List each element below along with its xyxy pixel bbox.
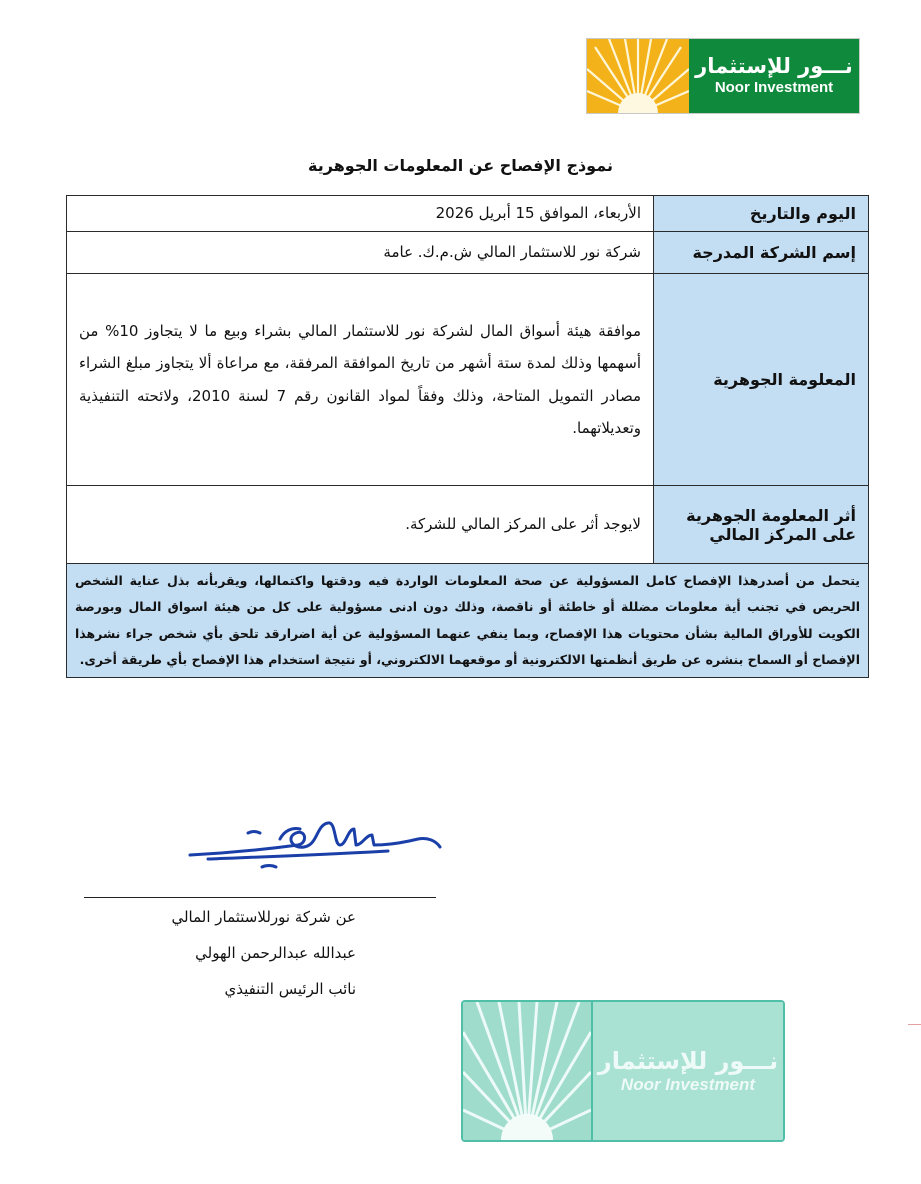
table-row: [67, 486, 869, 564]
signature-line: [84, 897, 436, 898]
signature-image: [188, 815, 444, 877]
row-value: شركة نور للاستثمار المالي ش.م.ك. عامة: [67, 232, 654, 274]
row-label: أثر المعلومة الجوهرية على المركز المالي: [654, 486, 869, 564]
table-row: [67, 274, 869, 486]
stamp-sunburst-icon: [463, 1002, 591, 1140]
row-label: اليوم والتاريخ: [654, 196, 869, 232]
stamp-arabic-name: نـــور للإستثمار: [597, 1046, 779, 1075]
stamp-text-panel: [591, 1002, 783, 1140]
signer-name: عبدالله عبدالرحمن الهولي: [195, 944, 356, 962]
table-row: [67, 196, 869, 232]
form-title: نموذج الإفصاح عن المعلومات الجوهرية: [308, 156, 613, 175]
sunburst-icon: [587, 39, 689, 113]
logo-arabic-name: نـــور للإستثمار: [695, 53, 853, 78]
row-value: لايوجد أثر على المركز المالي للشركة.: [67, 486, 654, 564]
disclaimer-text: يتحمل من أصدرهذا الإفصاح كامل المسؤولية عن صحة المعلومات الواردة فيه ودقتها واكتمالها، ويقربأنه بذل عناية الشخص الحريص في تجنب أية معلومات مضللة أو خاطئة أو ناقصة، وذلك دون ادنى مسؤولية على كل من هيئة اسواق المال وبورصة الكويت للأوراق المالية بشأن محتويات هذا الإفصاح، وبما ينفي عنهما المسؤولية عن أية اضرارقد تلحق بأي شخص جراء نشرهذا الإفصاح أو السماح بنشره عن طريق أنظمتها الالكترونية أو موقعهما الالكتروني، أو نتيجة استخدام هذا الإفصاح بأي طريقة أخرى.: [67, 564, 869, 678]
row-label: المعلومة الجوهرية: [654, 274, 869, 486]
edge-mark: [908, 1024, 921, 1025]
stamp-english-name: Noor Investment: [620, 1075, 756, 1095]
disclosure-table: [66, 195, 869, 678]
signer-company: عن شركة نورللاستثمار المالي: [171, 908, 356, 926]
table-row: [67, 564, 869, 678]
row-value: الأربعاء، الموافق 15 أبريل 2026: [67, 196, 654, 232]
signer-title: نائب الرئيس التنفيذي: [224, 980, 356, 998]
company-logo: [586, 38, 860, 114]
row-value: موافقة هيئة أسواق المال لشركة نور للاستثمار المالي بشراء وبيع ما لا يتجاوز 10% من أسهمها وذلك لمدة ستة أشهر من تاريخ الموافقة المرفقة، مع مراعاة ألا يتجاوز مبلغ الشراء مصادر التمويل المتاحة، وذلك وفقاً لمواد القانون رقم 7 لسنة 2010، ولائحته التنفيذية وتعديلاتهما.: [67, 274, 654, 486]
logo-english-name: Noor Investment: [714, 78, 834, 96]
logo-text-panel: [689, 39, 859, 113]
row-label: إسم الشركة المدرجة: [654, 232, 869, 274]
table-row: [67, 232, 869, 274]
company-stamp: [461, 1000, 785, 1142]
